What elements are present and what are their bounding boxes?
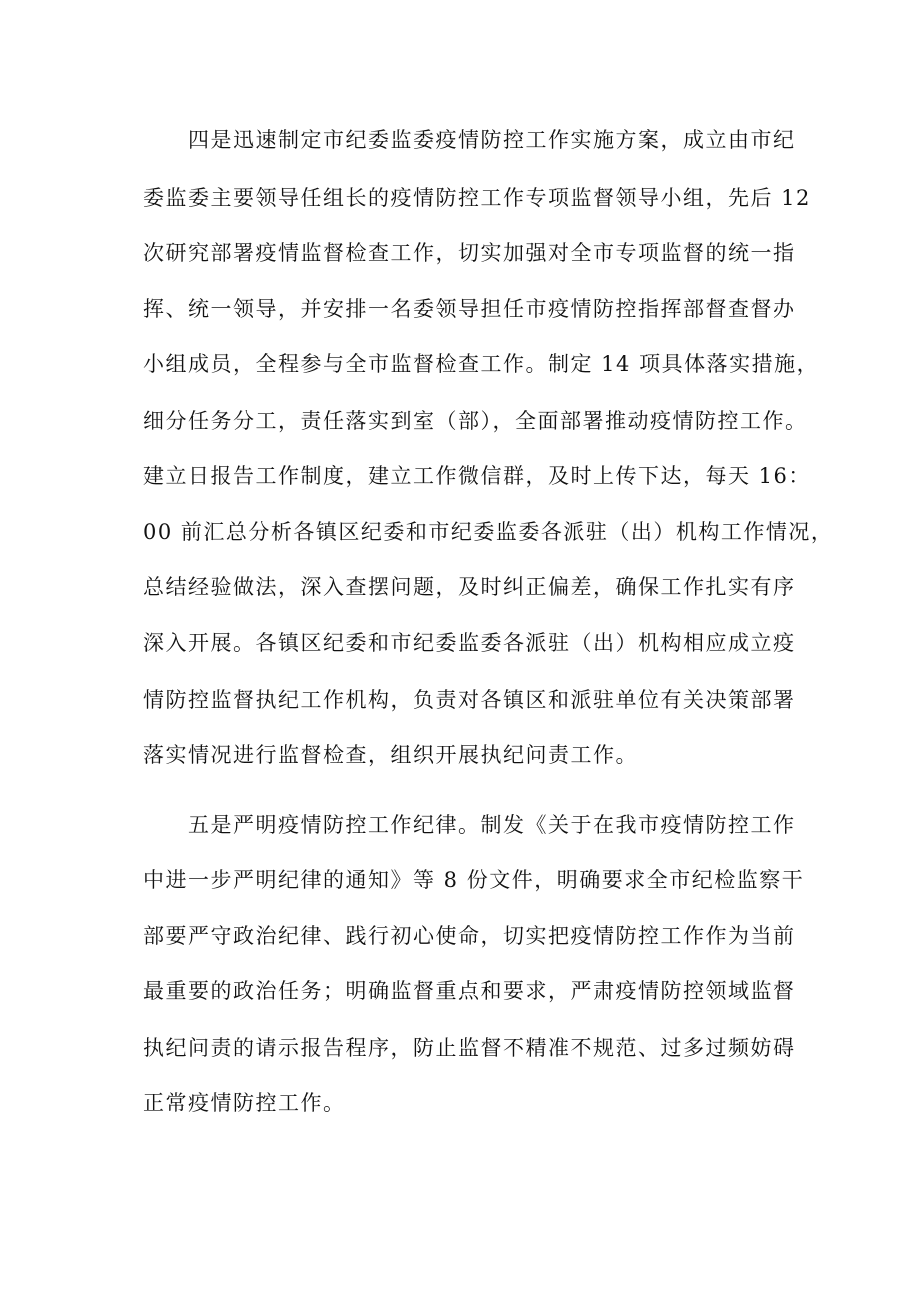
paragraph-line: 中进一步严明纪律的通知》等 8 份文件，明确要求全市纪检监察干 xyxy=(143,868,805,892)
paragraph-line: 部要严守政治纪律、践行初心使命，切实把疫情防控工作作为当前 xyxy=(143,924,796,948)
paragraph-line: 最重要的政治任务；明确监督重点和要求，严肃疫情防控领域监督 xyxy=(143,979,796,1003)
paragraph-line: 00 前汇总分析各镇区纪委和市纪委监委各派驻（出）机构工作情况， xyxy=(143,520,834,544)
paragraph-line: 挥、统一领导，并安排一名委领导担任市疫情防控指挥部督查督办 xyxy=(143,297,796,321)
paragraph-line: 执纪问责的请示报告程序，防止监督不精准不规范、过多过频妨碍 xyxy=(143,1036,796,1060)
paragraph-line: 情防控监督执纪工作机构，负责对各镇区和派驻单位有关决策部署 xyxy=(143,688,796,712)
paragraph-line: 小组成员，全程参与全市监督检查工作。制定 14 项具体落实措施， xyxy=(143,352,820,376)
paragraph-line: 深入开展。各镇区纪委和市纪委监委各派驻（出）机构相应成立疫 xyxy=(143,631,796,655)
paragraph-line: 委监委主要领导任组长的疫情防控工作专项监督领导小组，先后 12 xyxy=(143,186,811,210)
paragraph-line: 总结经验做法，深入查摆问题，及时纠正偏差，确保工作扎实有序 xyxy=(143,575,796,599)
paragraph-line: 细分任务分工，责任落实到室（部），全面部署推动疫情防控工作。 xyxy=(143,409,808,433)
paragraph-line: 正常疫情防控工作。 xyxy=(143,1091,346,1115)
paragraph-line: 落实情况进行监督检查，组织开展执纪问责工作。 xyxy=(143,743,638,767)
paragraph-line: 四是迅速制定市纪委监委疫情防控工作实施方案，成立由市纪 xyxy=(188,128,796,152)
paragraph-line: 建立日报告工作制度，建立工作微信群，及时上传下达，每天 16： xyxy=(143,464,811,488)
paragraph-line: 次研究部署疫情监督检查工作，切实加强对全市专项监督的统一指 xyxy=(143,241,796,265)
paragraph-line: 五是严明疫情防控工作纪律。制发《关于在我市疫情防控工作 xyxy=(188,813,796,837)
